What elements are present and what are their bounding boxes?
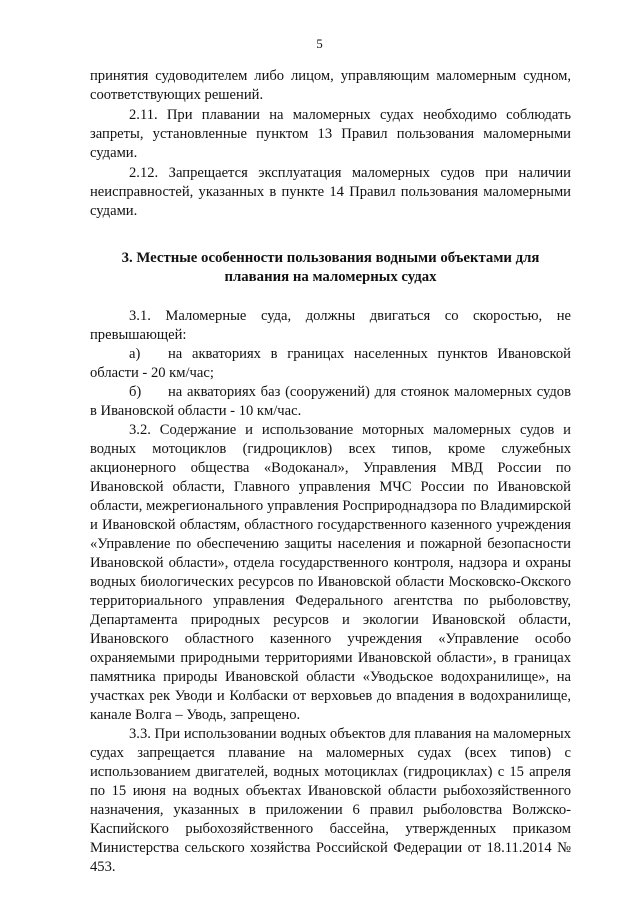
paragraph-3-1-a (90, 345, 571, 383)
paragraph-3-1-a-text: на акваториях в границах населенных пунктов Ивановской области - 20 км/час; (90, 346, 571, 381)
paragraph-2-12: 2.12. Запрещается эксплуатация маломерных судов при наличии неисправностей, указанных в пункте 14 Правил пользования маломерными судами. (90, 165, 571, 219)
paragraph-3-2: 3.2. Содержание и использование моторных маломерных судов и водных мотоциклов (гидроциклов) всех типов, кроме служебных акционерного общества «Водоканал», Управления МВД России по Ивановской области, Главного управления МЧС России по Ивановской области, межрегионального управления Росприроднадзора по Владимирской и Ивановской областям, областного государственного казенного учреждения «Управление по обеспечению защиты населения и пожарной безопасности Ивановской области», отдела государственного контроля, надзора и охраны водных биологических ресурсов по Ивановской области Московско-Окского территориального управления Федерального агентства по рыболовству, Департамента природных ресурсов и экологии Ивановской области, Ивановского областного казенного учреждения «Управление особо охраняемыми природными территориями Ивановской области», в границах памятника природы Ивановской области «Уводьское водохранилище», на участках рек Уводи и Колбаски от верховьев до впадения в водохранилище, канале Волга – Уводь, запрещено. (90, 422, 571, 723)
paragraph-3-3: 3.3. При использовании водных объектов для плавания на маломерных судах запрещается плавание на маломерных судах (всех типов) с использованием двигателей, водных мотоциклах (гидроциклах) с 15 апреля по 15 июня на водных объектах Ивановской области рыбохозяйственного назначения, указанных в приложении 6 правил рыболовства Волжско-Каспийского рыбохозяйственного бассейна, утвержденных приказом Министерства сельского хозяйства Российской Федерации от 18.11.2014 № 453. (90, 726, 571, 875)
section-3-heading: 3. Местные особенности пользования водными объектами для плавания на маломерных судах (121, 250, 540, 285)
paragraph-3-1-b-text: на акваториях баз (сооружений) для стоянок маломерных судов в Ивановской области - 10 км/час. (90, 384, 571, 419)
list-marker-a: а) (129, 346, 141, 362)
document-body (90, 67, 571, 877)
list-marker-b: б) (129, 384, 142, 400)
paragraph-2-11: 2.11. При плавании на маломерных судах необходимо соблюдать запреты, установленные пунктом 13 Правил пользования маломерными судами. (90, 107, 571, 161)
paragraph-3-1: 3.1. Маломерные суда, должны двигаться со скоростью, не превышающей: (90, 308, 571, 343)
paragraph-continuation: принятия судоводителем либо лицом, управляющим маломерным судном, соответствующих решений. (90, 68, 571, 103)
page-number: 5 (316, 36, 323, 51)
paragraph-3-1-b (90, 383, 571, 421)
